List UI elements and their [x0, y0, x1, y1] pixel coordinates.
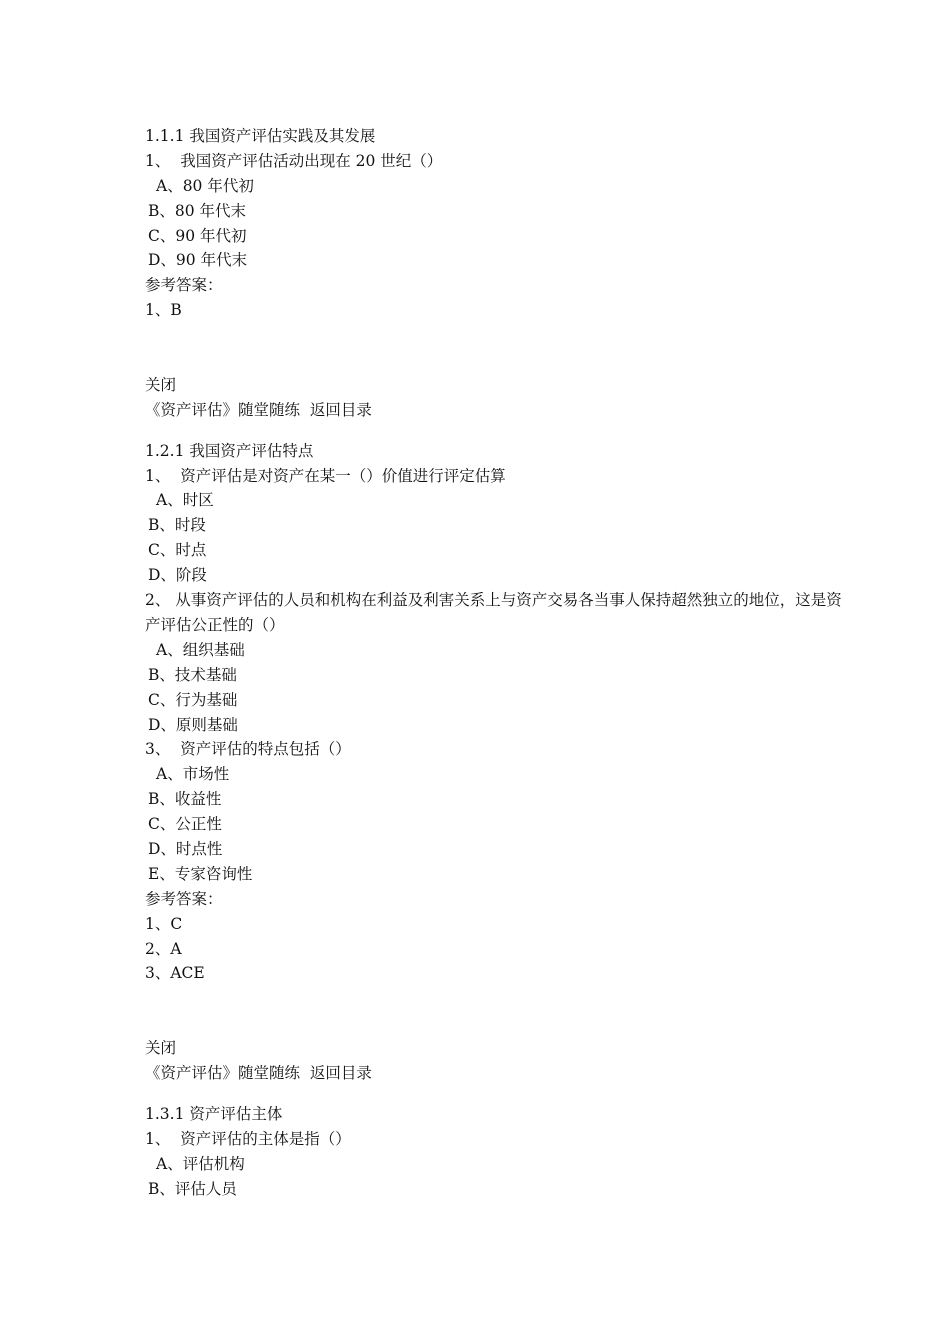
option-b: B、技术基础: [148, 665, 237, 684]
question-stem: 2、 从事资产评估的人员和机构在利益及利害关系上与资产交易各当事人保持超然独立的地位，这是资产评估公正性的（）: [145, 591, 842, 634]
option-a: A、组织基础: [156, 640, 245, 659]
answer-item: 3、ACE: [145, 964, 205, 983]
option-b: B、收益性: [148, 790, 222, 809]
answer-item: 2、A: [145, 939, 182, 958]
option-b: B、时段: [148, 516, 206, 535]
section-title: 1.1.1 我国资产评估实践及其发展: [145, 127, 376, 145]
option-a: A、评估机构: [156, 1154, 245, 1173]
answer-label: 参考答案：: [145, 276, 223, 295]
question-stem: 1、 资产评估是对资产在某一（）价值进行评定估算: [145, 466, 506, 485]
question-stem: 1、 资产评估的主体是指（）: [145, 1129, 351, 1148]
option-d: D、阶段: [148, 566, 207, 585]
option-d: D、原则基础: [148, 715, 238, 734]
option-e: E、专家咨询性: [148, 864, 253, 883]
option-c: C、行为基础: [148, 690, 238, 709]
question-stem: 1、 我国资产评估活动出现在 20 世纪（）: [145, 151, 443, 170]
question-stem: 3、 资产评估的特点包括（）: [145, 740, 351, 759]
answer-item: 1、B: [145, 301, 182, 320]
back-to-contents-link[interactable]: 《资产评估》随堂随练 返回目录: [145, 400, 372, 419]
option-b: B、评估人员: [148, 1179, 237, 1198]
option-c: C、90 年代初: [148, 226, 247, 245]
option-a: A、时区: [156, 491, 214, 510]
answer-item: 1、C: [145, 914, 183, 933]
option-c: C、公正性: [148, 815, 222, 834]
document-body: [145, 124, 845, 1201]
answer-label: 参考答案：: [145, 889, 223, 908]
back-to-contents-link[interactable]: 《资产评估》随堂随练 返回目录: [145, 1063, 372, 1082]
option-c: C、时点: [148, 541, 207, 560]
section-title: 1.3.1 资产评估主体: [145, 1104, 283, 1123]
option-d: D、时点性: [148, 839, 223, 858]
section-title: 1.2.1 我国资产评估特点: [145, 441, 314, 460]
option-b: B、80 年代末: [148, 201, 247, 220]
option-a: A、市场性: [156, 765, 230, 784]
option-a: A、80 年代初: [156, 176, 254, 195]
close-link[interactable]: 关闭: [145, 375, 177, 394]
close-link[interactable]: 关闭: [145, 1039, 177, 1058]
option-d: D、90 年代末: [148, 251, 248, 270]
